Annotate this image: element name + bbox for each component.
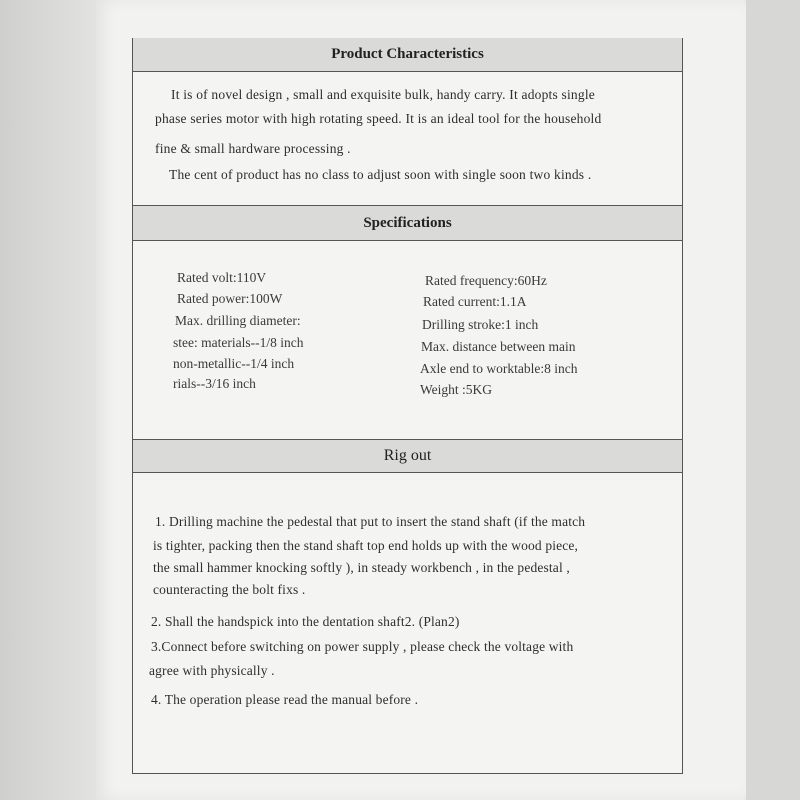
rigout-line-2: is tighter, packing then the stand shaft top end holds up with the wood piece, xyxy=(153,538,579,553)
manual-frame xyxy=(132,38,683,774)
spec-left-1: Rated volt:110V xyxy=(177,270,267,285)
rigout-line-3: the small hammer knocking softly ), in steady workbench , in the pedestal , xyxy=(153,560,570,575)
rigout-line-6: 3.Connect before switching on power supply , please check the voltage with xyxy=(151,639,574,654)
spec-right-1: Rated frequency:60Hz xyxy=(425,273,547,288)
spec-left-6: rials--3/16 inch xyxy=(173,376,256,391)
spec-right-4: Max. distance between main xyxy=(421,339,576,354)
characteristics-line-2: phase series motor with high rotating speed. It is an ideal tool for the household xyxy=(155,111,602,126)
rigout-line-5: 2. Shall the handspick into the dentation shaft2. (Plan2) xyxy=(151,614,460,629)
spec-right-3: Drilling stroke:1 inch xyxy=(422,317,539,332)
spec-left-3: Max. drilling diameter: xyxy=(175,313,301,328)
rigout-line-1: 1. Drilling machine the pedestal that put to insert the stand shaft (if the match xyxy=(155,514,586,529)
spec-left-5: non-metallic--1/4 inch xyxy=(173,356,295,371)
page-background xyxy=(0,0,96,800)
section-title-specifications: Specifications xyxy=(133,205,682,241)
characteristics-line-4: The cent of product has no class to adjust soon with single soon two kinds . xyxy=(169,167,592,182)
rigout-line-7: agree with physically . xyxy=(149,663,275,678)
rigout-line-8: 4. The operation please read the manual before . xyxy=(151,692,419,707)
section-title-rig-out: Rig out xyxy=(133,439,682,473)
characteristics-line-3: fine & small hardware processing . xyxy=(155,141,351,156)
spec-left-2: Rated power:100W xyxy=(177,291,283,306)
spec-right-6: Weight :5KG xyxy=(420,382,493,397)
rigout-line-4: counteracting the bolt fixs . xyxy=(153,582,306,597)
spec-left-4: stee: materials--1/8 inch xyxy=(173,335,304,350)
characteristics-line-1: It is of novel design , small and exquisite bulk, handy carry. It adopts single xyxy=(171,87,595,102)
spec-right-5: Axle end to worktable:8 inch xyxy=(420,361,578,376)
section-title-product-characteristics: Product Characteristics xyxy=(133,38,682,72)
spec-right-2: Rated current:1.1A xyxy=(423,294,527,309)
